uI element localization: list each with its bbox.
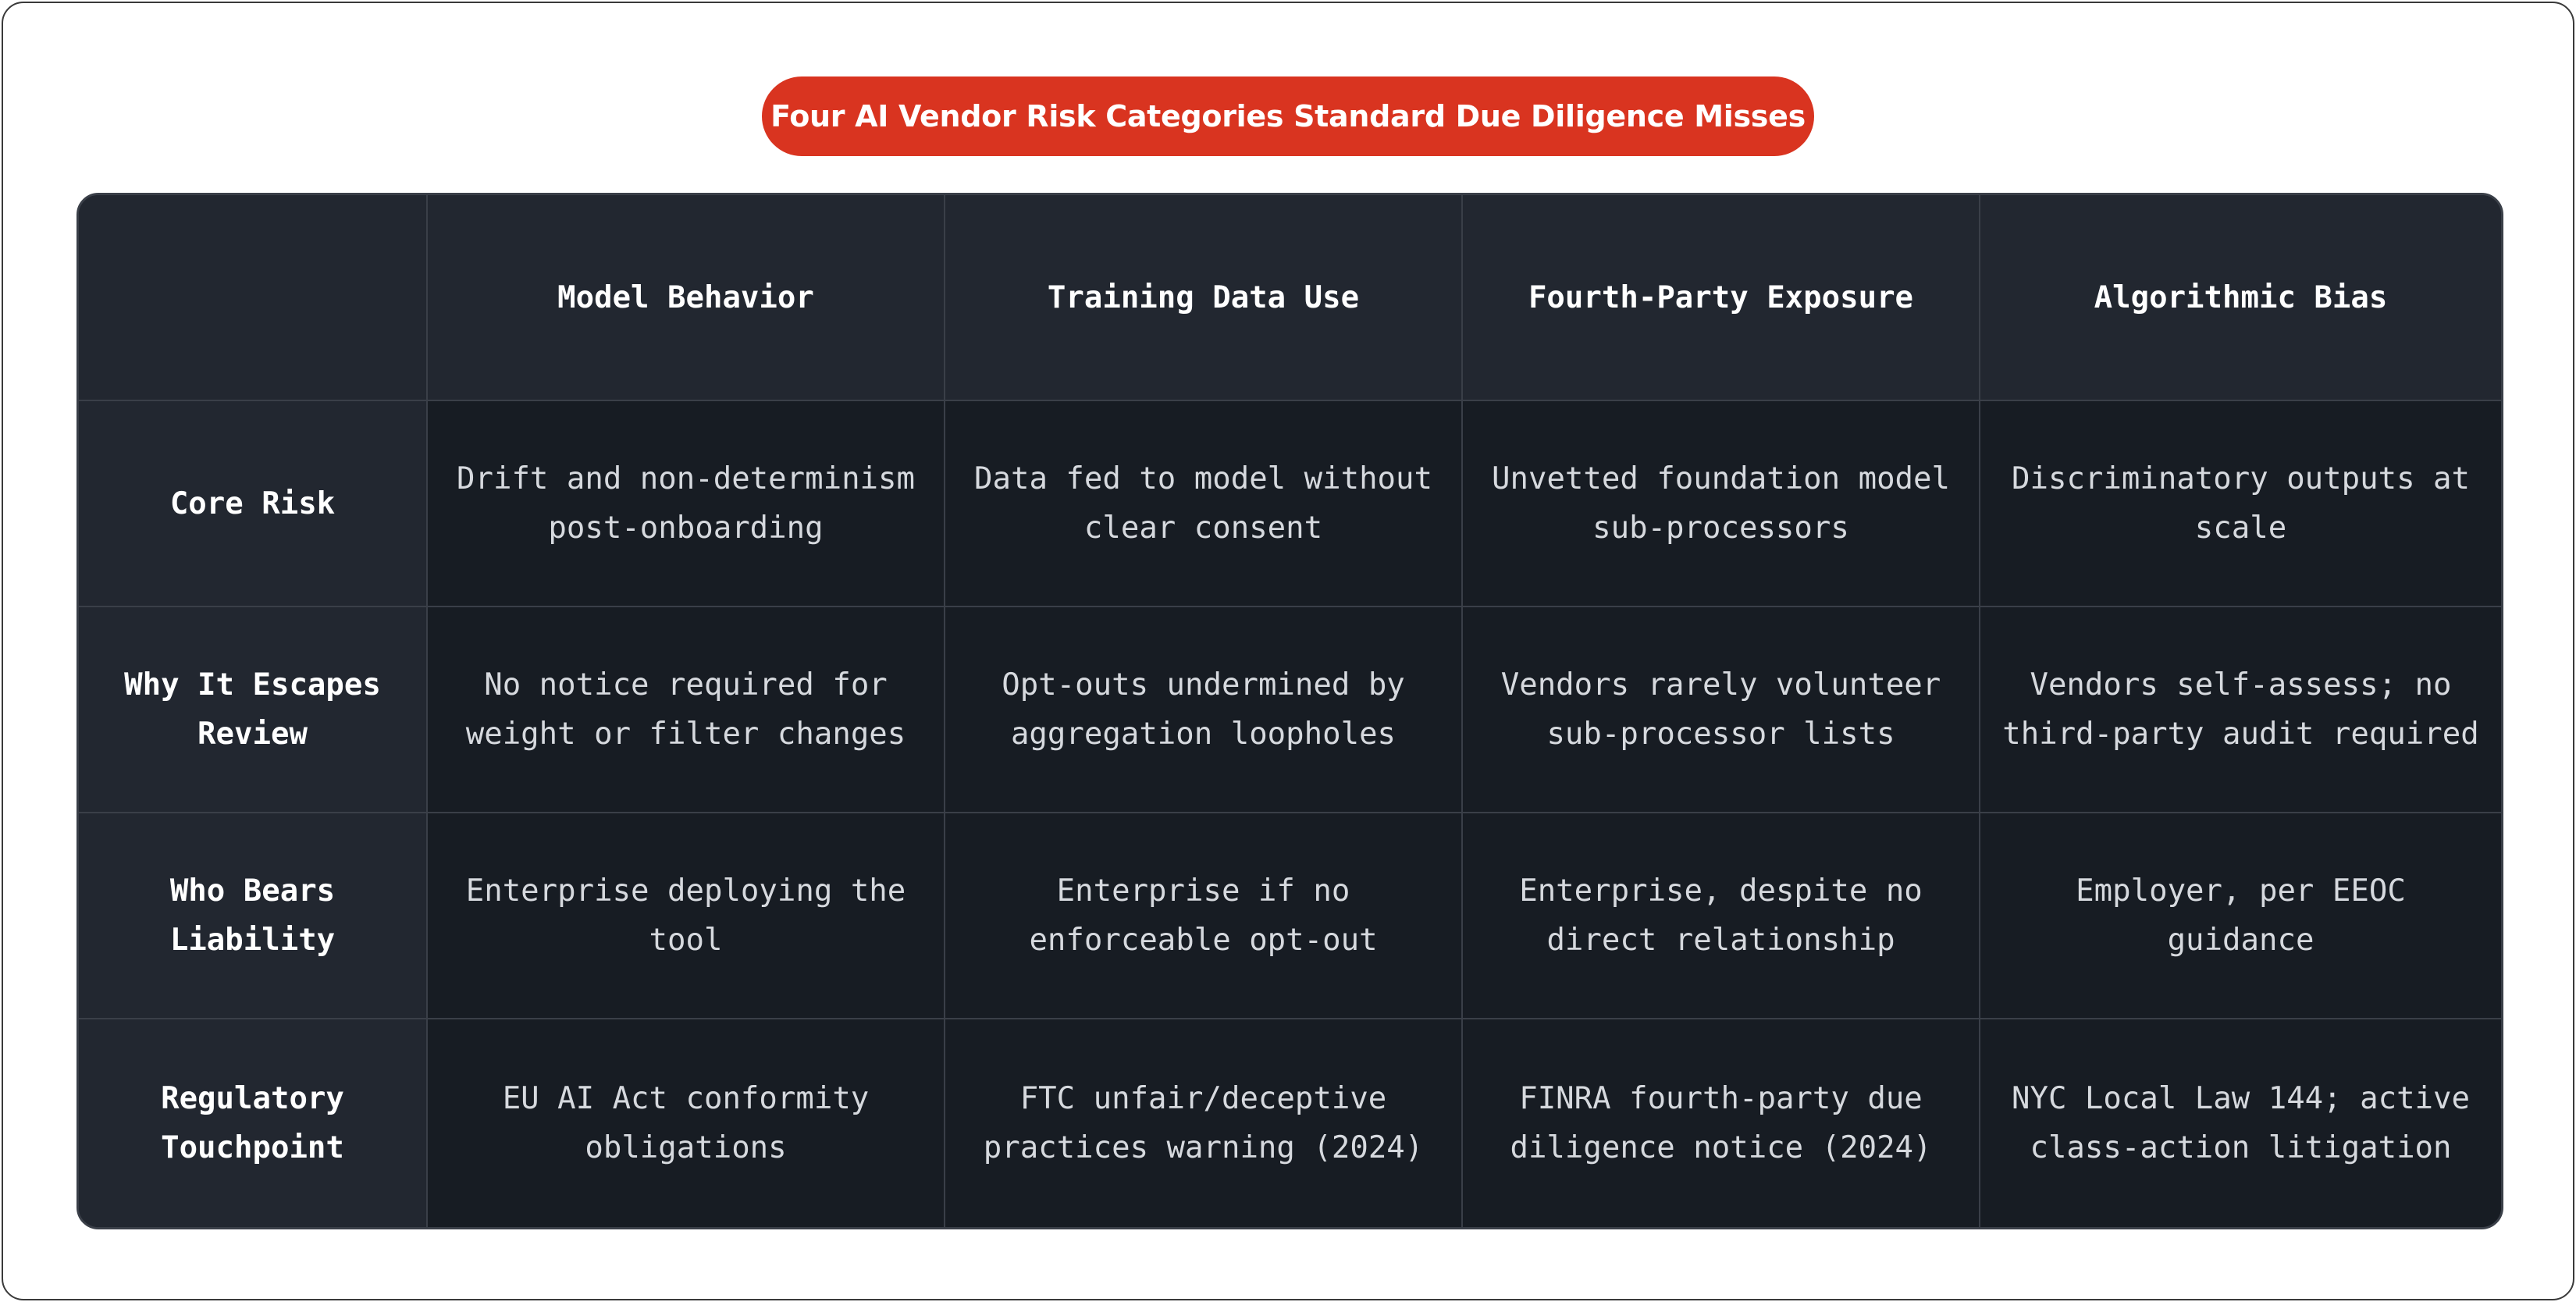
- row-header: Core Risk: [79, 401, 428, 607]
- table-cell: Unvetted foundation model sub-processors: [1463, 401, 1980, 607]
- column-header: Fourth-Party Exposure: [1463, 195, 1980, 401]
- table-cell: Vendors rarely volunteer sub-processor lists: [1463, 607, 1980, 813]
- table-cell: Discriminatory outputs at scale: [1980, 401, 2501, 607]
- column-header: Algorithmic Bias: [1980, 195, 2501, 401]
- risk-table: [76, 193, 2503, 1229]
- row-header: Who Bears Liability: [79, 813, 428, 1019]
- column-header: Model Behavior: [428, 195, 945, 401]
- table-cell: Enterprise deploying the tool: [428, 813, 945, 1019]
- table-cell: No notice required for weight or filter changes: [428, 607, 945, 813]
- table-cell: Data fed to model without clear consent: [945, 401, 1463, 607]
- table-cell: EU AI Act conformity obligations: [428, 1019, 945, 1227]
- page-title: Four AI Vendor Risk Categories Standard Due Diligence Misses: [762, 76, 1814, 156]
- table-cell: FTC unfair/deceptive practices warning (2024): [945, 1019, 1463, 1227]
- table-corner-cell: [79, 195, 428, 401]
- row-header: Why It Escapes Review: [79, 607, 428, 813]
- table-cell: Vendors self-assess; no third-party audit required: [1980, 607, 2501, 813]
- table-cell: NYC Local Law 144; active class-action litigation: [1980, 1019, 2501, 1227]
- table-cell: Employer, per EEOC guidance: [1980, 813, 2501, 1019]
- table-cell: Opt-outs undermined by aggregation loopholes: [945, 607, 1463, 813]
- table-cell: Enterprise if no enforceable opt-out: [945, 813, 1463, 1019]
- column-header: Training Data Use: [945, 195, 1463, 401]
- table-cell: Drift and non-determinism post-onboarding: [428, 401, 945, 607]
- row-header: Regulatory Touchpoint: [79, 1019, 428, 1227]
- table-cell: Enterprise, despite no direct relationship: [1463, 813, 1980, 1019]
- risk-table-grid: [79, 195, 2501, 1227]
- table-cell: FINRA fourth-party due diligence notice (2024): [1463, 1019, 1980, 1227]
